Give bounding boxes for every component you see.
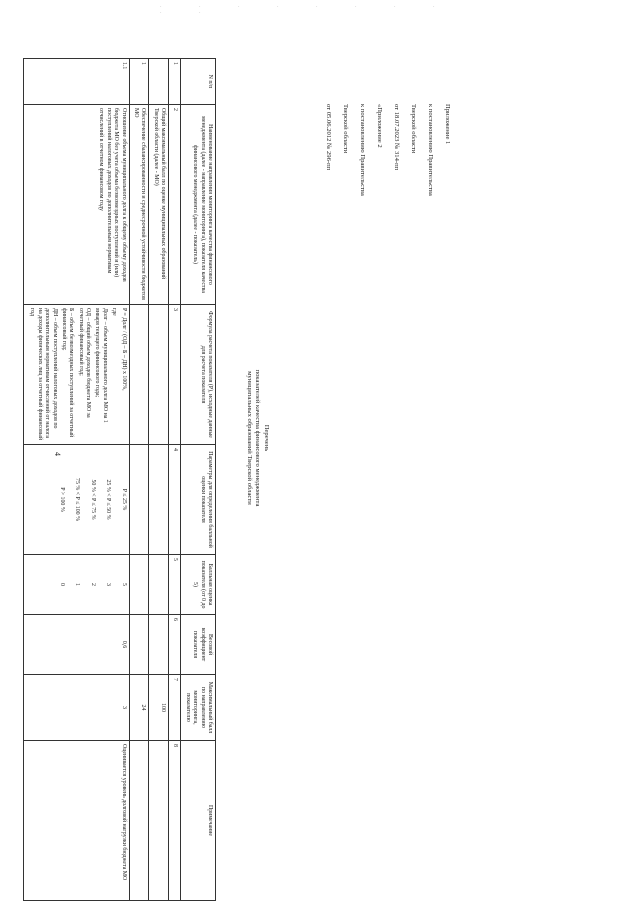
header-cell: Параметры для определения балльной оценки показателя [181, 445, 216, 555]
header-cell: Максимальный балл по направлению мониторинга, показателю [181, 675, 216, 741]
page-number: 4 [53, 452, 62, 456]
column-number: 3 [169, 305, 181, 445]
scan-artifacts: . . . . . . . . . . [160, 3, 453, 15]
column-number: 6 [169, 615, 181, 675]
rotated-document-page [29, 58, 570, 900]
appendix-line: «Приложение 2 [375, 104, 383, 148]
row-name: Отношение объема муниципального долга к общему объему доходов бюджета МО без учета объема безвозмездных поступлений и (или) поступлений налоговых доходов по дополнительным нормативам отчислений в отчетном финансовом году [24, 105, 130, 305]
formula-cell [24, 305, 130, 445]
row-name: Обеспечение сбалансированности и среднесрочной устойчивости бюджетов МО [129, 105, 149, 305]
appendix-line: к постановлению Правительства [427, 104, 435, 196]
score-line: 3 [105, 583, 112, 586]
column-number: 2 [169, 105, 181, 305]
appendix-line: от 18.07.2023 № 314-пп [393, 104, 401, 171]
row-max-score: 100 [149, 675, 169, 741]
header-cell: Наименование направления мониторинга качества финансового менеджмента (далее - направление мониторинга), показателя качества финансового менеджмента (далее - показатель) [181, 105, 216, 305]
param-line: P > 100 % [59, 487, 66, 512]
param-line: P ≤ 25 % [120, 488, 127, 511]
formula-line: где [111, 308, 118, 316]
column-number: 1 [169, 59, 181, 105]
param-line: 50 % < P ≤ 75 % [89, 479, 96, 520]
column-number: 7 [169, 675, 181, 741]
note-cell: Оценивается уровень долговой нагрузки бюджета МО [24, 741, 130, 901]
appendix-header [314, 104, 460, 314]
title-line: Перечень [263, 424, 270, 452]
row-name: Общий максимальный балл по оценке муниципальных образований Тверской области (далее - МО) [149, 105, 169, 305]
weight-cell: 0,6 [24, 615, 130, 675]
appendix-line: Приложение 1 [444, 104, 452, 145]
score-line: 5 [120, 583, 127, 586]
formula-line: Б – объем безвозмездных поступлений за отчетный финансовый год; [61, 308, 75, 438]
indicators-table [23, 58, 216, 901]
row-max-score: 24 [129, 675, 149, 741]
row-number: 1.1 [24, 59, 130, 105]
formula-line: ДН – объем поступлений налоговых доходов по дополнительным нормативам отчислений от налога на доходы физических лиц за отчетный финансовый год [29, 308, 58, 440]
header-cell: Балльная оценка показателя (от 0 до 5) [181, 555, 216, 615]
table-row [149, 59, 169, 901]
header-cell: Весовой коэффициент показателя [181, 615, 216, 675]
table-row [24, 59, 130, 901]
appendix-line: Тверской области [410, 104, 418, 154]
appendix-line: к постановлению Правительства [358, 104, 366, 196]
header-cell: N п/п [181, 59, 216, 105]
formula-line: P = Долг / (ОД – Б – ДН) х 100%, [120, 308, 127, 391]
document-title [244, 258, 270, 618]
scores-cell [24, 555, 130, 615]
score-line: 1 [74, 583, 81, 586]
score-line: 0 [59, 583, 66, 586]
column-number: 5 [169, 555, 181, 615]
header-row [181, 59, 216, 901]
header-cell: Примечание [181, 741, 216, 901]
param-line: 75 % < P ≤ 100 % [74, 478, 81, 521]
formula-line: ОД – общий объем доходов бюджета МО за отчетный финансовый год; [77, 308, 92, 418]
row-max-score: 3 [24, 675, 130, 741]
table-row [129, 59, 149, 901]
params-cell [24, 445, 130, 555]
param-line: 25 % < P ≤ 50 % [105, 479, 112, 520]
title-line: муниципальных образований Тверской области [245, 371, 253, 505]
title-line: показателей качества финансового менеджмента [254, 369, 262, 507]
column-number-row [169, 59, 181, 901]
header-cell: Формула расчета показателя (P), исходные данные для расчета показателя [181, 305, 216, 445]
column-number: 8 [169, 741, 181, 901]
row-number: 1 [129, 59, 149, 105]
appendix-line: Тверской области [341, 104, 349, 154]
column-number: 4 [169, 445, 181, 555]
row-number [149, 59, 169, 105]
formula-line: Долг – объем муниципального долга МО на 1 января текущего финансового года; [94, 308, 108, 423]
appendix-line: от 05.06.2012 № 296-пп [324, 104, 332, 171]
score-line: 2 [89, 583, 96, 586]
